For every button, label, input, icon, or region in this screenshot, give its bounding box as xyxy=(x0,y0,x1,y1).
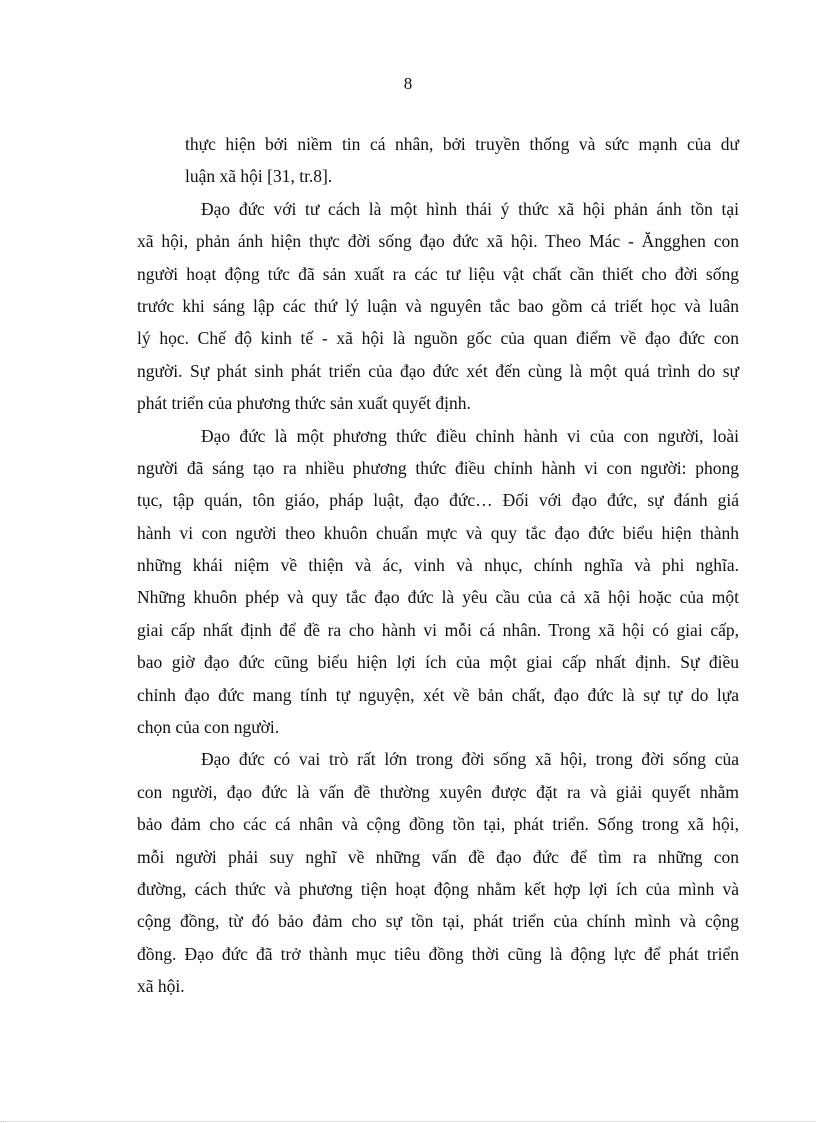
paragraph-4 xyxy=(137,743,739,1002)
text-line: thực hiện bởi niềm tin cá nhân, bởi truyền thống và sức mạnh của dư xyxy=(185,134,739,154)
text-line: bao giờ đạo đức cũng biểu hiện lợi ích của một giai cấp nhất định. Sự điều xyxy=(137,652,739,673)
text-line: Đạo đức là một phương thức điều chỉnh hành vi của con người, loài xyxy=(201,425,739,446)
text-line: người đã sáng tạo ra nhiều phương thức điều chỉnh hành vi con người: phong xyxy=(137,457,739,478)
text-line: chỉnh đạo đức mang tính tự nguyện, xét về bản chất, đạo đức là sự tự do lựa xyxy=(137,684,739,705)
text-line: xã hội. xyxy=(137,976,185,997)
text-line: chọn của con người. xyxy=(137,717,280,738)
text-line: hành vi con người theo khuôn chuẩn mực và quy tắc đạo đức biểu hiện thành xyxy=(137,522,739,543)
text-line: Đạo đức với tư cách là một hình thái ý thức xã hội phản ánh tồn tại xyxy=(201,198,739,219)
text-line: Những khuôn phép và quy tắc đạo đức là yêu cầu của cả xã hội hoặc của một xyxy=(137,587,739,608)
text-line: giai cấp nhất định để đề ra cho hành vi mỗi cá nhân. Trong xã hội có giai cấp, xyxy=(137,619,739,640)
text-line: xã hội, phản ánh hiện thực đời sống đạo đức xã hội. Theo Mác - Ăngghen con xyxy=(137,231,739,252)
text-line: đường, cách thức và phương tiện hoạt động nhằm kết hợp lợi ích của mình và xyxy=(137,878,739,899)
text-line: người. Sự phát sinh phát triển của đạo đức xét đến cùng là một quá trình do sự xyxy=(137,360,739,381)
text-line: những khái niệm về thiện và ác, vinh và nhục, chính nghĩa và phi nghĩa. xyxy=(137,555,739,576)
text-line: lý học. Chế độ kinh tế - xã hội là nguồn gốc của quan điểm về đạo đức con xyxy=(137,328,739,349)
text-line: người hoạt động tức đã sản xuất ra các tư liệu vật chất cần thiết cho đời sống xyxy=(137,263,739,284)
text-line: con người, đạo đức là vấn đề thường xuyên được đặt ra và giải quyết nhằm xyxy=(137,781,739,802)
body-text xyxy=(137,128,739,1003)
text-line: mỗi người phải suy nghĩ về những vấn đề đạo đức để tìm ra những con xyxy=(137,846,739,867)
text-line: đồng. Đạo đức đã trở thành mục tiêu đồng thời cũng là động lực để phát triển xyxy=(137,943,739,964)
paragraph-3 xyxy=(137,420,739,744)
text-line: luận xã hội [31, tr.8]. xyxy=(185,166,333,187)
text-line: bảo đảm cho các cá nhân và cộng đồng tồn tại, phát triển. Sống trong xã hội, xyxy=(137,814,739,835)
text-line: phát triển của phương thức sản xuất quyết định. xyxy=(137,393,471,414)
page-bottom-rule xyxy=(0,1121,816,1122)
text-line: cộng đồng, từ đó bảo đảm cho sự tồn tại, phát triển của chính mình và cộng xyxy=(137,911,739,932)
text-line: Đạo đức có vai trò rất lớn trong đời sống xã hội, trong đời sống của xyxy=(201,749,739,770)
text-line: tục, tập quán, tôn giáo, pháp luật, đạo đức… Đối với đạo đức, sự đánh giá xyxy=(137,490,739,511)
text-line: trước khi sáng lập các thứ lý luận và nguyên tắc bao gồm cả triết học và luân xyxy=(137,295,739,316)
paragraph-1 xyxy=(137,128,739,193)
paragraph-2 xyxy=(137,193,739,420)
page-number: 8 xyxy=(403,74,413,93)
